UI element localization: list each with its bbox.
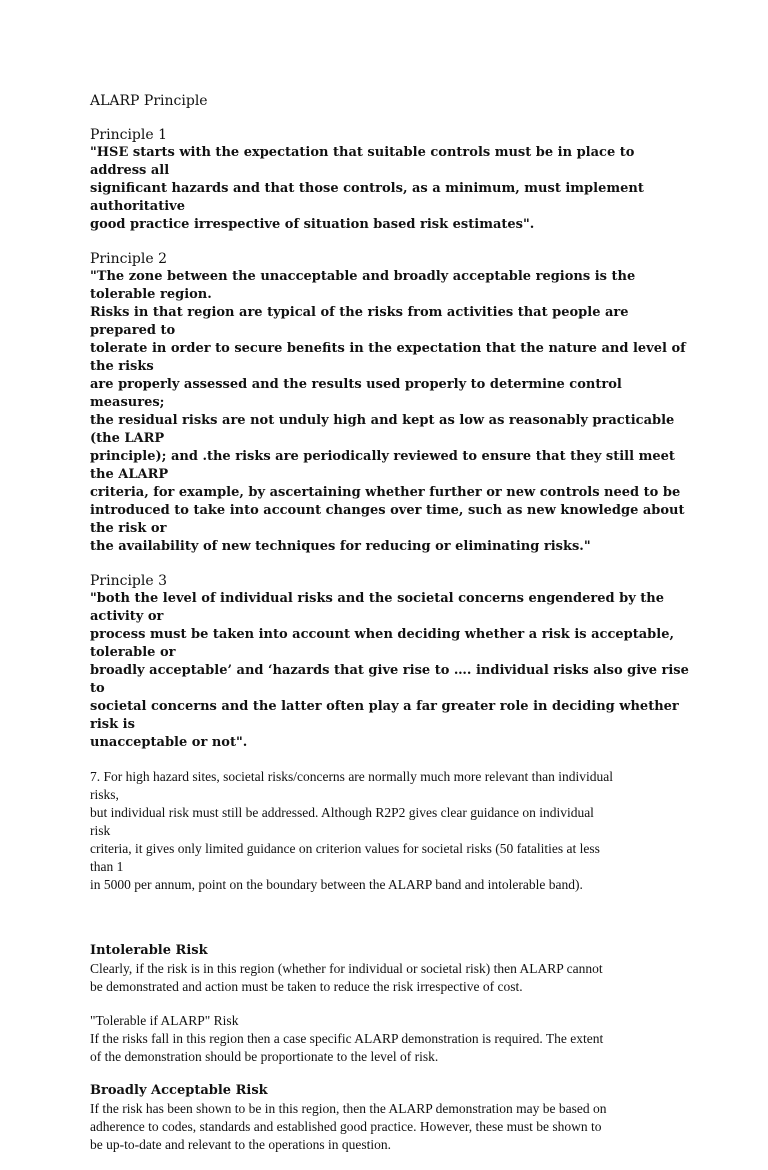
principle-quote: [90, 268, 690, 556]
section-heading: "Tolerable if ALARP" Risk: [90, 1013, 239, 1028]
body-line: be demonstrated and action must be taken to reduce the risk irrespective of cost.: [90, 979, 523, 994]
body-line: adherence to codes, standards and established good practice. However, these must be shown to: [90, 1119, 602, 1134]
quote-line: process must be taken into account when deciding whether a risk is acceptable, tolerable or: [90, 627, 674, 660]
section-intolerable-risk: [90, 942, 690, 996]
quote-line: principle); and .the risks are periodically reviewed to ensure that they still meet the ALARP: [90, 449, 675, 482]
quote-line: are properly assessed and the results used properly to determine control measures;: [90, 377, 622, 410]
body-line: be up-to-date and relevant to the operations in question.: [90, 1137, 392, 1152]
section-heading: Intolerable Risk: [90, 943, 208, 958]
quote-line: broadly acceptable’ and ‘hazards that give rise to …. individual risks also give rise to: [90, 663, 689, 696]
quote-line: unacceptable or not".: [90, 735, 248, 750]
body-line: If the risks fall in this region then a case specific ALARP demonstration is required. The extent: [90, 1031, 604, 1046]
note-line: 7. For high hazard sites, societal risks/concerns are normally much more relevant than individual: [90, 769, 613, 784]
note-line: risks,: [90, 787, 119, 802]
note-line: risk: [90, 823, 111, 838]
section-tolerable-if-alarp: [90, 1012, 690, 1066]
section-body: [90, 960, 690, 996]
section-body: [90, 1100, 690, 1154]
quote-line: significant hazards and that those controls, as a minimum, must implement authoritative: [90, 181, 644, 214]
societal-risk-note: [90, 768, 690, 894]
quote-line: the availability of new techniques for reducing or eliminating risks.": [90, 539, 591, 554]
section-body: [90, 1030, 690, 1066]
note-line: than 1: [90, 859, 124, 874]
body-line: of the demonstration should be proportionate to the level of risk.: [90, 1049, 439, 1064]
note-line: in 5000 per annum, point on the boundary between the ALARP band and intolerable band).: [90, 877, 583, 892]
principle-2: [90, 250, 690, 556]
body-line: Clearly, if the risk is in this region (whether for individual or societal risk) then ALARP cannot: [90, 961, 603, 976]
quote-line: societal concerns and the latter often play a far greater role in deciding whether risk is: [90, 699, 679, 732]
section-broadly-acceptable-risk: [90, 1082, 690, 1154]
quote-line: good practice irrespective of situation based risk estimates".: [90, 217, 535, 232]
principle-heading: Principle 3: [90, 573, 168, 589]
principle-heading: Principle 1: [90, 127, 168, 143]
quote-line: the residual risks are not unduly high and kept as low as reasonably practicable (the LARP: [90, 413, 675, 446]
quote-line: "The zone between the unacceptable and broadly acceptable regions is the tolerable region.: [90, 269, 636, 302]
quote-line: "HSE starts with the expectation that suitable controls must be in place to address all: [90, 145, 635, 178]
note-line: criteria, it gives only limited guidance on criterion values for societal risks (50 fatalities at less: [90, 841, 600, 856]
principle-3: [90, 572, 690, 752]
quote-line: tolerate in order to secure benefits in the expectation that the nature and level of the risks: [90, 341, 686, 374]
quote-line: Risks in that region are typical of the risks from activities that people are prepared to: [90, 305, 629, 338]
document-content: [90, 92, 690, 1170]
note-line: but individual risk must still be addressed. Although R2P2 gives clear guidance on individual: [90, 805, 594, 820]
quote-line: introduced to take into account changes over time, such as new knowledge about the risk or: [90, 503, 685, 536]
principle-1: [90, 126, 690, 234]
quote-line: criteria, for example, by ascertaining whether further or new controls need to be: [90, 485, 681, 500]
document-title: ALARP Principle: [90, 93, 208, 109]
quote-line: "both the level of individual risks and the societal concerns engendered by the activity or: [90, 591, 665, 624]
body-line: If the risk has been shown to be in this region, then the ALARP demonstration may be based on: [90, 1101, 607, 1116]
section-heading: Broadly Acceptable Risk: [90, 1083, 268, 1098]
principle-heading: Principle 2: [90, 251, 168, 267]
principle-quote: [90, 144, 690, 234]
principle-quote: [90, 590, 690, 752]
